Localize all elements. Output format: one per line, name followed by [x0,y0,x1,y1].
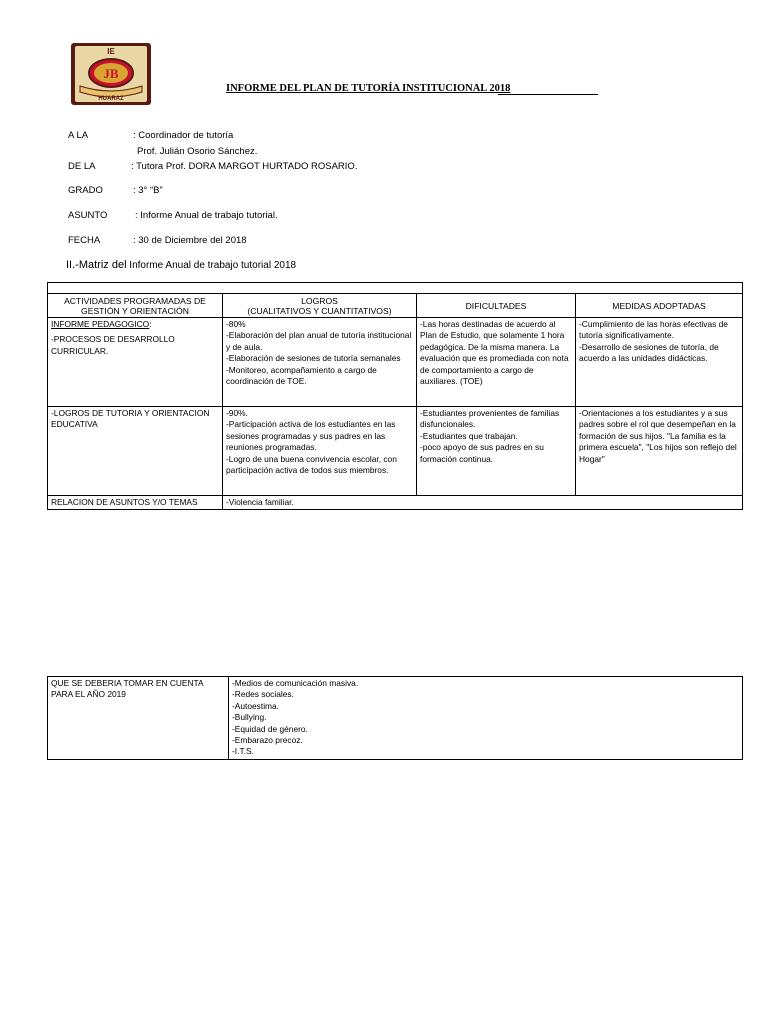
col-header-difficulties: DIFICULTADES [417,294,576,318]
row1-measures: -Cumplimiento de las horas efectivas de tutoría significativamente. -Desarrollo de sesiones de tutoría, de acuerdo a las unidades didácticas. [576,318,743,407]
matrix-heading-rest: Informe Anual de trabajo tutorial 2018 [126,260,297,271]
table-top-spacer [48,283,743,294]
list-item: -Equidad de género. [232,723,308,734]
table-header-row [48,294,743,318]
row1-achievements [223,318,417,407]
document-title: INFORME DEL PLAN DE TUTORÍA INSTITUCIONAL 2018 [226,83,511,94]
row2-difficulties: -Estudiantes provenientes de familias disfuncionales. -Estudiantes que trabajan. -poco apoyo de sus padres en su formación continua. [417,407,576,496]
date-label: FECHA [68,235,101,246]
table-row [48,318,743,407]
col-header-activities: ACTIVIDADES PROGRAMADAS DE GESTIÓN Y ORIENTACIÓN [48,294,223,318]
row1-achievement-text: -Elaboración del plan anual de tutoría institucional y de aula. -Elaboración de sesiones de tutoría semanales -Monitoreo, acompañamiento a cargo de coordinación de TOE. [226,330,412,387]
row1-activity-colon: : [149,319,152,329]
row1-difficulties: -Las horas destinadas de acuerdo al Plan de Estudio, que solamente 1 hora pedagógica. De la misma manera. La evaluación que es promediada con nota de comportamiento a cargo de auxiliares. (TOE) [417,318,576,407]
svg-text:IE: IE [107,47,115,56]
table-row [48,677,743,760]
row1-achievement-percent: -80% [226,319,246,329]
col-header-achievements: LOGROS (CUALITATIVOS Y CUANTITATIVOS) [223,294,417,318]
list-item: -Bullying. [232,712,267,723]
subject-value: : Informe Anual de trabajo tutorial. [135,210,278,221]
school-crest-icon [70,42,152,106]
date-value: : 30 de Diciembre del 2018 [133,235,247,246]
row3-value: -Violencia familiar. [223,496,743,510]
row2-activity: -LOGROS DE TUTORIA Y ORIENTACION EDUCATIVA [48,407,223,496]
svg-text:HUARAZ: HUARAZ [98,96,124,102]
from-value: : Tutora Prof. DORA MARGOT HURTADO ROSARIO. [131,161,358,172]
list-item: -Embarazo precoz. [232,735,303,746]
from-label: DE LA [68,161,96,172]
next-year-label: QUE SE DEBERIA TOMAR EN CUENTA PARA EL AÑO 2019 [48,677,229,760]
to-value: : Coordinador de tutoría [133,130,234,141]
to-label: A LA [68,130,89,141]
row2-achievement-text: -Participación activa de los estudiantes en las sesiones programadas y sus padres en las reuniones programadas. -Logro de una buena convivencia escolar, con participación activa de todos sus miembros. [226,419,397,476]
row2-achievement-percent: -90%. [226,408,248,418]
tutoring-matrix-table [47,282,743,510]
school-logo [70,42,152,106]
row1-activity-text: -PROCESOS DE DESARROLLO CURRICULAR. [51,334,175,356]
list-item: -Medios de comunicación masiva. [232,678,359,688]
row1-activity [48,318,223,407]
next-year-table [47,676,743,760]
title-underline [498,94,598,95]
matrix-heading [66,259,296,271]
row2-achievements [223,407,417,496]
row2-measures: -Orientaciones a los estudiantes y a sus padres sobre el rol que desempeñan en la formación de sus hijos. "La familia es la primera escuela", "Los hijos son reflejo del Hogar" [576,407,743,496]
table-row [48,496,743,510]
matrix-heading-prefix: II.-Matriz del [66,259,127,271]
table-row [48,407,743,496]
row1-activity-title: INFORME PEDAGOGICO [51,319,150,329]
row3-label: RELACION DE ASUNTOS Y/O TEMAS [48,496,223,510]
list-item: -I.T.S. [232,746,254,757]
table-top-row [48,283,743,294]
col-header-measures: MEDIDAS ADOPTADAS [576,294,743,318]
grade-value: : 3° “B” [133,185,163,196]
subject-label: ASUNTO [68,210,108,221]
next-year-items [229,677,743,760]
list-item: -Redes sociales. [232,689,294,700]
svg-text:JB: JB [103,66,119,81]
list-item: -Autoestima. [232,700,280,711]
to-value-name: Prof. Julián Osorio Sánchez. [137,146,258,157]
grade-label: GRADO [68,185,103,196]
